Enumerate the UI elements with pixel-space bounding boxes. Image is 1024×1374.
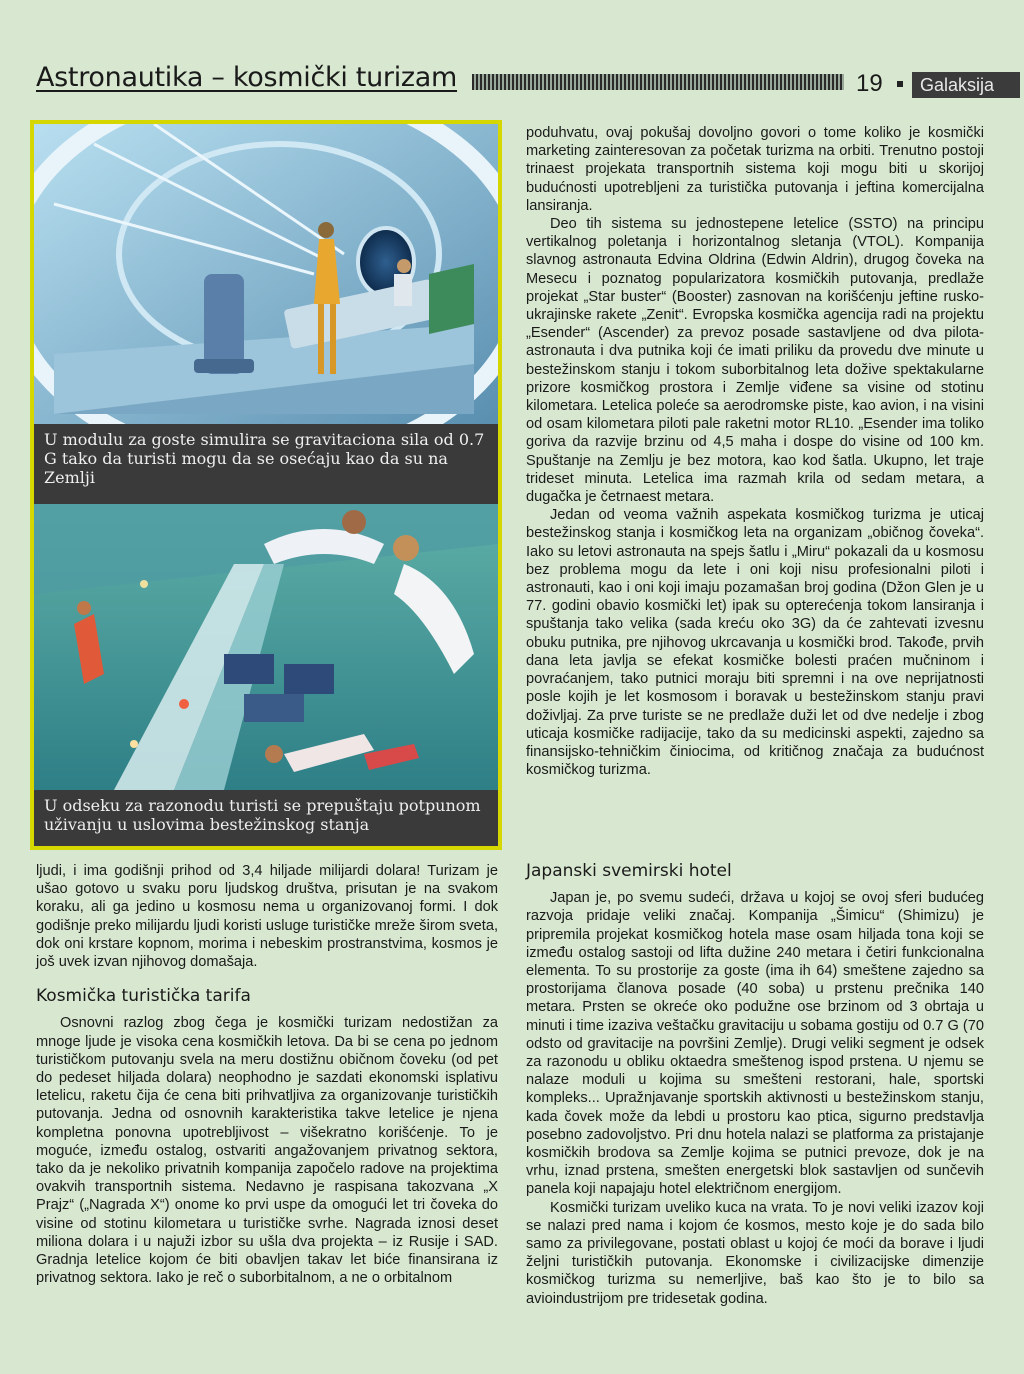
paragraph: poduhvatu, ovaj pokušaj dovoljno govori o tome koliko je kosmički marketing zainteresovan za početak turizma na orbiti. Trenutno postoji trinaest projekata transportnih sistema koji mogu biti u skorijoj budućnosti upotrebljeni za turistička putovanja i jeftina komercijalna lansiranja. bbox=[526, 125, 984, 214]
caption-guest-module: U modulu za goste simulira se gravitaciona sila od 0.7 G tako da turisti mogu da se osećaju kao da su na Zemlji bbox=[34, 424, 498, 504]
paragraph: Jedan od veoma važnih aspekata kosmičkog turizma je uticaj bestežinskog stanja i kosmičkog leta na organizam „običnog čoveka“. Iako su letovi astronauta na spejs šatlu i „Miru“ pokazali da u kosmosu bez problema mogu da lete i oni koji nisu profesionalni piloti i astronauti, kao i oni koji imaju pozamašan broj godina (Džon Glen je u 77. godini obavio kosmički let) ipak su opterećenja tokom lansiranja i spuštanja tako velika (sada kreću oko 3G) da će zahtevati izvesnu obuku putnika, pre njihovog ukrcavanja u kosmički brod. Takođe, prvih dana leta javlja se efekat kosmičke bolesti praćen mučninom i povraćanjem, tako putnici moraju biti spremni i na ove neprijatnosti posle kojih je let kosmosom i boravak u bestežinskom stanju pravi doživljaj. Za prve turiste se ne predlaže duži let od dve nedelje i zbog uticaja kosmičke radijacije, tako da su medicinski aspekti, zajedno sa finansijsko-tehničkim činiocima, od kritičnog značaja za budućnost kosmičkog turizma. bbox=[526, 507, 984, 779]
guest-module-illustration bbox=[34, 124, 498, 424]
separator-dot-icon bbox=[897, 81, 903, 87]
article-column-left bbox=[36, 862, 498, 1287]
recreation-section-illustration bbox=[34, 504, 498, 790]
paragraph: Kosmički turizam uveliko kuca na vrata. To je novi veliki izazov koji se nalazi pred nama i kojom će kosmos, mesto koje je do sada bilo samo za privilegovane, postati oblast u kojoj će moći da borave i ljudi željni turističkih putovanja. Ekonomske i civilizacijske dimenzije kosmičkog turizma su nemerljive, baš kao što je to bilo sa avioindustrijom pre tridesetak godina. bbox=[526, 1199, 984, 1307]
header-rule bbox=[472, 74, 844, 90]
section-heading: Japanski svemirski hotel bbox=[526, 861, 732, 881]
paragraph: Japan je, po svemu sudeći, država u kojoj se ovoj sferi budućeg razvoja pridaje veliki značaj. Kompanija „Šimicu“ (Shimizu) je pripremila projekat kosmičkog hotela mase osam hiljada tona koji se između ostalog sastoji od lifta dužine 240 metara i četiri funkcionalna elementa. To su prostorije za goste (ima ih 64) smeštene zajedno sa prostorijama članova posade (40 soba) u prstenu prečnika 140 metara. Prsten se okreće oko podužne ose brzinom od 3 obrtaja u minuti i time izaziva veštačku gravitaciju u sobama gostiju od 0.7 G (70 odsto od gravitacije na površini Zemlje). Drugi veliki segment je odsek za razonodu u obliku oktaedra smeštenog ispod prstena. U njemu se nalaze moduli u kojima su smešteni restorani, hale, sportski kompleks... Upražnjavanje sportskih aktivnosti u bestežinskom stanju, kada čovek može da lebdi u prostoru kao ptica, sigurno predstavlja posebno zadovoljstvo. Pri dnu hotela nalazi se platforma za pristajanje kosmičkih brodova sa Zemlje kojima se putnici prevoze, dok je na vrhu, iznad prstena, smešten energetski blok sastavljen od sunčevih panela koji napajaju hotel električnom energijom. bbox=[526, 890, 984, 1198]
illustration-frame bbox=[30, 120, 502, 850]
article-column-right-lower bbox=[526, 862, 984, 1308]
page-title: Astronautika – kosmički turizam bbox=[36, 62, 458, 93]
paragraph: ljudi, i ima godišnji prihod od 3,4 hiljade milijardi dolara! Turizam je ušao gotovo u svaku poru ljudskog društva, prisutan je na svakom koraku, ali ga jedino u kosmosu nema u organizovanoj formi. I dok godišnje preko milijardu ljudi koristi usluge turističke mreže širom sveta, dok oni krstare kopnom, morima i nebeskim prostranstvima, kosmos je još uvek izvan njihovog domašaja. bbox=[36, 863, 498, 971]
section-heading: Kosmička turistička tarifa bbox=[36, 986, 251, 1007]
caption-recreation-section: U odseku za razonodu turisti se prepuštaju potpunom uživanju u uslovima bestežinskog stanja bbox=[34, 790, 498, 846]
paragraph: Osnovni razlog zbog čega je kosmički turizam nedostižan za mnoge ljude je visoka cena kosmičkih letova. Da bi se cena po jednom turističkom putovanju svela na meru dostižnu običnom čoveku (od pet do pedeset hiljada dolara) neophodno je sazdati ekonomski isplativu letelicu, raketu čija će cena biti prihvatljiva za organizovanje turističkih putovanja. Jedna od osnovnih karakteristika takve letelice je njena kompletna ponovna upotrebljivost – višekratno korišćenje. To je moguće, između ostalog, ostvariti angažovanjem privatnog sektora, tako da je nekoliko privatnih kompanija započelo radove na projektima ovakvih transportnih sistema. Nedavno je raspisana takozvana „X Prajz“ („Nagrada X“) onome ko prvi uspe da omogući let tri čoveka do visine od stotinu kilometara u turističke svrhe. Nagrada iznosi deset miliona dolara i u najuži izbor su ušla dva projekta – iz Rusije i SAD. Gradnja letelice kojom će biti obavljen takav let biće finansirana iz privatnog sektora. Iako je reč o suborbitalnom, a ne o orbitalnom bbox=[36, 1015, 498, 1287]
page-header bbox=[36, 62, 995, 102]
paragraph: Deo tih sistema su jednostepene letelice (SSTO) na principu vertikalnog poletanja i horizontalnog sletanja (VTOL). Kompanija slavnog astronauta Edvina Oldrina (Edwin Aldrin), drugog čoveka na Mesecu i poznatog popularizatora kosmičkih putovanja, predlaže projekat „Star buster“ (Booster) zasnovan na korišćenju jeftine rusko-ukrajinske rakete „Zenit“. Evropska kosmička agencija radi na projektu „Esender“ (Ascender) za prevoz posade sastavljene od dva pilota-astronauta i dva putnika koji će imati priliku da provedu dve minute u bestežinskom stanju i tokom suborbitalnog leta dožive spektakularne prizore kosmičkog prostora i Zemlje viđene sa visine od stotinu kilometara. Letelica poleće sa aerodromske piste, kao avion, i na visini od osam kilometara piloti pale raketni motor RL10. „Esender ima toliko goriva da razvije brzinu od 4,5 maha i dospe do visine od 100 km. Spuštanje na Zemlju je bez motora, kao kod šatla. Ukupno, let traje trideset minuta. Letelica ima razmah krila od sedam metara, a dugačka je četrnaest metara. bbox=[526, 216, 984, 506]
page-number: 19 bbox=[856, 70, 883, 97]
article-column-right bbox=[526, 124, 984, 779]
section-badge: Galaksija bbox=[912, 72, 1020, 98]
